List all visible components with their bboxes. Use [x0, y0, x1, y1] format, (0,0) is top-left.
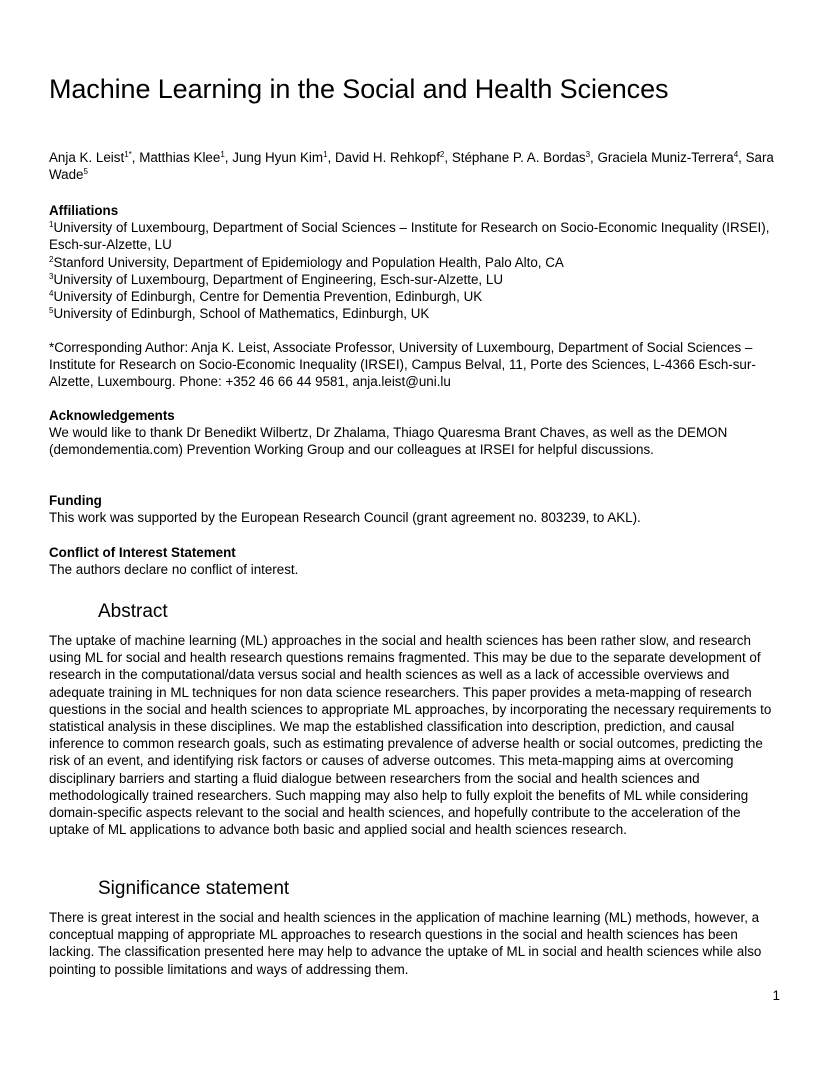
- acknowledgements-section: [49, 407, 784, 459]
- abstract-heading: Abstract: [98, 601, 168, 622]
- affiliation-item: $^2$Stanford University, Department of Epidemiology and Population Health, Palo Alto, CA: [49, 254, 564, 270]
- affiliation-item: $^4$University of Edinburgh, Centre for Dementia Prevention, Edinburgh, UK: [49, 289, 483, 305]
- significance-text: There is great interest in the social and health sciences in the application of machine learning (ML) methods, however, a conceptual mapping of appropriate ML approaches to research questions in the social and health sciences has been lacking. The classification presented here may help to advance the uptake of ML in social and health sciences while also pointing to possible limitations and ways of addressing them.: [49, 910, 762, 977]
- abstract-section: [49, 632, 784, 838]
- paper-title: Machine Learning in the Social and Health Sciences: [49, 74, 669, 104]
- author: Stéphane P. A. Bordas$^3$,: [451, 150, 598, 165]
- author: Matthias Klee$^1$,: [139, 150, 233, 165]
- affiliation-item: $^3$University of Luxembourg, Department of Engineering, Esch-sur-Alzette, LU: [49, 271, 503, 287]
- significance-heading: Significance statement: [98, 878, 290, 899]
- acknowledgements-heading: Acknowledgements: [49, 408, 175, 423]
- conflict-text: The authors declare no conflict of interest.: [49, 562, 299, 578]
- affiliations-section: [49, 202, 784, 322]
- page-number: 1: [772, 988, 780, 1003]
- corresponding-author-text: *Corresponding Author: Anja K. Leist, Associate Professor, University of Luxembourg, Department of Social Sciences – Institute for Research on Socio-Economic Inequality (IRSEI), Campus Belval, 11, Porte des Sciences, L-4366 Esch-sur-Alzette, Luxembourg. Phone: +352 46 66 44 9581, anja.leist@uni.lu: [49, 340, 756, 390]
- funding-text: This work was supported by the European Research Council (grant agreement no. 803239, to AKL).: [49, 510, 641, 526]
- author: Anja K. Leist$^{1*}$,: [49, 150, 140, 165]
- conflict-heading: Conflict of Interest Statement: [49, 545, 236, 560]
- affiliation-item: $^5$University of Edinburgh, School of Mathematics, Edinburgh, UK: [49, 306, 430, 322]
- funding-section: [49, 492, 784, 526]
- affiliation-item: $^1$University of Luxembourg, Department of Social Sciences – Institute for Research on Socio-Economic Inequality (IRSEI), Esch-sur-Alzette, LU: [49, 220, 770, 253]
- significance-section: [49, 909, 784, 978]
- abstract-text: The uptake of machine learning (ML) approaches in the social and health sciences has been rather slow, and research using ML for social and health research questions remains fragmented. This may be due to the separate development of research in the computational/data versus social and health sciences as well as a lack of accessible overviews and adequate training in ML techniques for non data science researchers. This paper provides a meta-mapping of research questions in the social and health sciences to appropriate ML approaches, by incorporating the necessary requirements to statistical analysis in these disciplines. We map the established classification into description, prediction, and causal inference to common research goals, such as estimating prevalence of adverse health or social outcomes, predicting the risk of an event, and identifying risk factors or causes of adverse outcomes. This meta-mapping aims at overcoming disciplinary barriers and starting a fluid dialogue between researchers from the social and health sciences and methodologically trained researchers. Such mapping may also help to fully exploit the benefits of ML while considering domain-specific aspects relevant to the social and health sciences, and hopefully contribute to the acceleration of the uptake of ML applications to advance both basic and applied social and health sciences research.: [49, 633, 772, 838]
- author: Graciela Muniz-Terrera$^4$,: [597, 150, 746, 165]
- author: David H. Rehkopf$^2$,: [334, 150, 452, 165]
- author-list: [49, 149, 779, 183]
- acknowledgements-text: We would like to thank Dr Benedikt Wilbertz, Dr Zhalama, Thiago Quaresma Brant Chaves, as well as the DEMON (demondementia.com) Prevention Working Group and our colleagues at IRSEI for helpful discussions.: [49, 425, 728, 458]
- funding-heading: Funding: [49, 493, 102, 508]
- author: Jung Hyun Kim$^1$,: [232, 150, 335, 165]
- conflict-section: [49, 544, 784, 578]
- corresponding-author-section: [49, 339, 784, 391]
- author: Sara Wade$^5$: [49, 150, 774, 182]
- affiliations-heading: Affiliations: [49, 203, 119, 218]
